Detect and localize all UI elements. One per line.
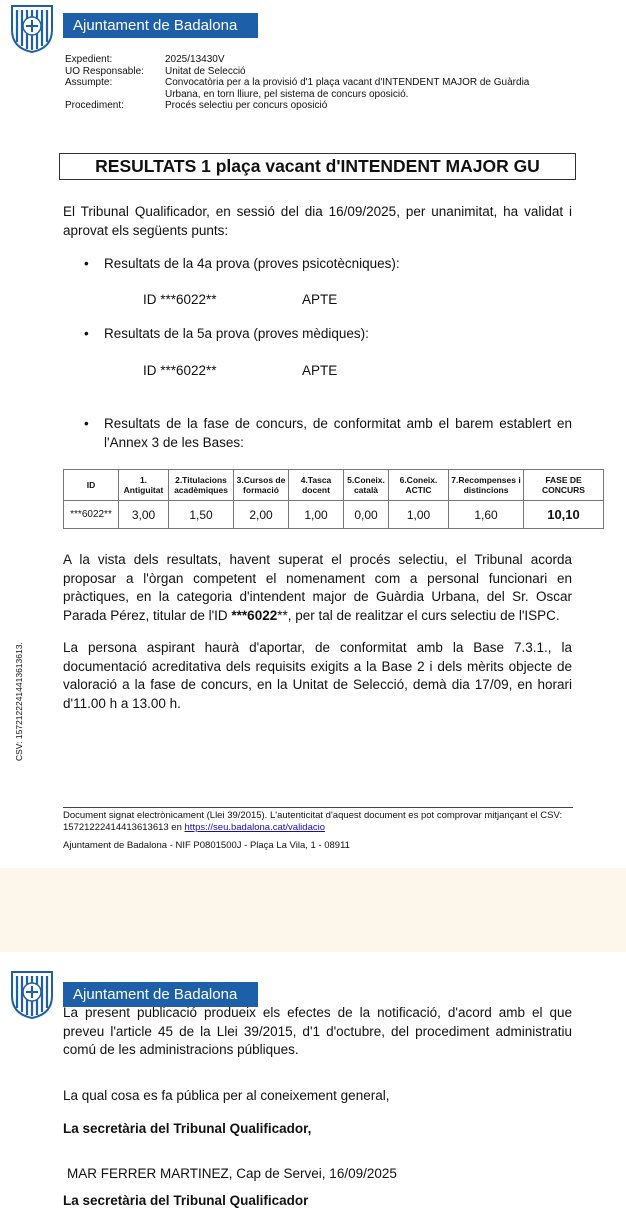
public-notice: La qual cosa es fa pública per al coneixement general, [63, 1088, 390, 1103]
bullet-medical [84, 325, 369, 344]
signature-line: MAR FERRER MARTINEZ, Cap de Servei, 16/09/2025 [67, 1166, 397, 1181]
bullet-merits [84, 415, 572, 452]
col-catala: 5.Coneix. català [344, 470, 389, 501]
bullet-psychotechnical-text: Resultats de la 4a prova (proves psicotècniques): [104, 256, 400, 271]
validation-link[interactable]: https://seu.badalona.cat/validacio [184, 821, 325, 833]
cell-cursos: 2,00 [234, 501, 289, 529]
bullet-icon: • [84, 416, 89, 431]
proposal-id-bold: ***6022 [231, 607, 278, 623]
brand-bar: Ajuntament de Badalona [63, 13, 258, 38]
electronic-signature-note [63, 810, 573, 833]
proposal-text-post: **, per tal de realitzar el curs selectiu de l'ISPC. [277, 607, 560, 623]
footer-address: Ajuntament de Badalona - NIF P0801500J - Plaça La Vila, 1 - 08911 [63, 840, 350, 851]
uo-value: Unitat de Selecció [165, 65, 246, 77]
expedient-value: 2025/13430V [165, 54, 225, 65]
cell-catala: 0,00 [344, 501, 389, 529]
procediment-value: Procés selectiu per concurs oposició [165, 100, 328, 111]
cell-actic: 1,00 [389, 501, 449, 529]
document-page-2 [0, 952, 626, 1208]
signoff: La secretària del Tribunal Qualificador, [63, 1121, 312, 1136]
proposal-text-pre: A la vista dels resultats, havent superat el procés selectiu, el Tribunal acorda proposar a l'òrgan competent el nomenament com a personal funcionari en pràctiques, en la categoria d'intendent major de Guàrdia Urbana, del Sr. Oscar Parada Pérez, titular de l'ID [63, 552, 572, 623]
table-header-row [64, 470, 604, 501]
candidate-id-2: ID ***6022** [143, 363, 217, 378]
col-fase-concurs: FASE DE CONCURS [524, 470, 604, 501]
csv-side-code: CSV: 15721222414413613613. [14, 642, 24, 761]
cell-tasca-docent: 1,00 [289, 501, 344, 529]
bullet-merits-text: Resultats de la fase de concurs, de conformitat amb el barem establert en l'Annex 3 de les Bases: [104, 416, 572, 450]
brand-bar: Ajuntament de Badalona [63, 982, 258, 1007]
document-metadata [65, 54, 535, 112]
table-row [64, 501, 604, 529]
cell-recompenses: 1,60 [449, 501, 524, 529]
bullet-medical-text: Resultats de la 5a prova (proves mèdiques): [104, 326, 369, 341]
uo-label: UO Responsable: [65, 65, 144, 77]
cell-id: ***6022** [64, 501, 119, 529]
badalona-shield-logo [8, 968, 56, 1020]
cell-antiguitat: 3,00 [119, 501, 169, 529]
intro-paragraph: El Tribunal Qualificador, en sessió del dia 16/09/2025, per unanimitat, ha validat i aprovat els següents punts: [63, 204, 572, 238]
col-tasca-docent: 4.Tasca docent [289, 470, 344, 501]
cell-titulacions: 1,50 [169, 501, 234, 529]
page-separator [0, 868, 626, 952]
procediment-label: Procediment: [65, 100, 124, 111]
badalona-shield-logo [8, 2, 56, 54]
signature-note-text: Document signat electrònicament (Llei 39/2015). L'autenticitat d'aquest document es pot comprovar mitjançant el CSV: 15721222414413613613 en [63, 810, 563, 833]
proposal-paragraph [63, 551, 572, 625]
result-apte-1: APTE [302, 292, 338, 307]
col-cursos: 3.Cursos de formació [234, 470, 289, 501]
results-table [63, 469, 604, 529]
documentation-paragraph: La persona aspirant haurà d'aportar, de conformitat amb la Base 7.3.1., la documentació acreditativa dels requisits exigits a la Base 2 i dels mèrits objecte de valoració a la fase de concurs, en la Unitat de Selecció, demà dia 17/09, en horari d'11.00 h a 13.00 h. [63, 640, 572, 711]
notification-paragraph: La present publicació produeix els efectes de la notificació, d'acord amb el que preveu l'article 45 de la Llei 39/2015, d'1 d'octubre, del procediment administratiu comú de les administracions públiques. [63, 1005, 572, 1057]
assumpte-label: Assumpte: [65, 77, 113, 88]
bullet-psychotechnical [84, 255, 400, 274]
bullet-icon: • [84, 326, 89, 341]
footer-divider [63, 807, 573, 808]
col-id: ID [64, 470, 119, 501]
col-recompenses: 7.Recompenses i distincions [449, 470, 524, 501]
result-apte-2: APTE [302, 363, 338, 378]
col-actic: 6.Coneix. ACTIC [389, 470, 449, 501]
signoff-repeat: La secretària del Tribunal Qualificador [63, 1193, 309, 1208]
assumpte-value: Convocatòria per a la provisió d'1 plaça vacant d'INTENDENT MAJOR de Guàrdia Urbana, en torn lliure, pel sistema de concurs oposició. [165, 77, 530, 100]
expedient-label: Expedient: [65, 54, 113, 65]
bullet-icon: • [84, 256, 89, 271]
results-title: RESULTATS 1 plaça vacant d'INTENDENT MAJOR GU [59, 153, 576, 180]
candidate-id-1: ID ***6022** [143, 292, 217, 307]
cell-fase-concurs-total: 10,10 [524, 501, 604, 529]
col-antiguitat: 1. Antiguitat [119, 470, 169, 501]
col-titulacions: 2.Titulacions acadèmiques [169, 470, 234, 501]
